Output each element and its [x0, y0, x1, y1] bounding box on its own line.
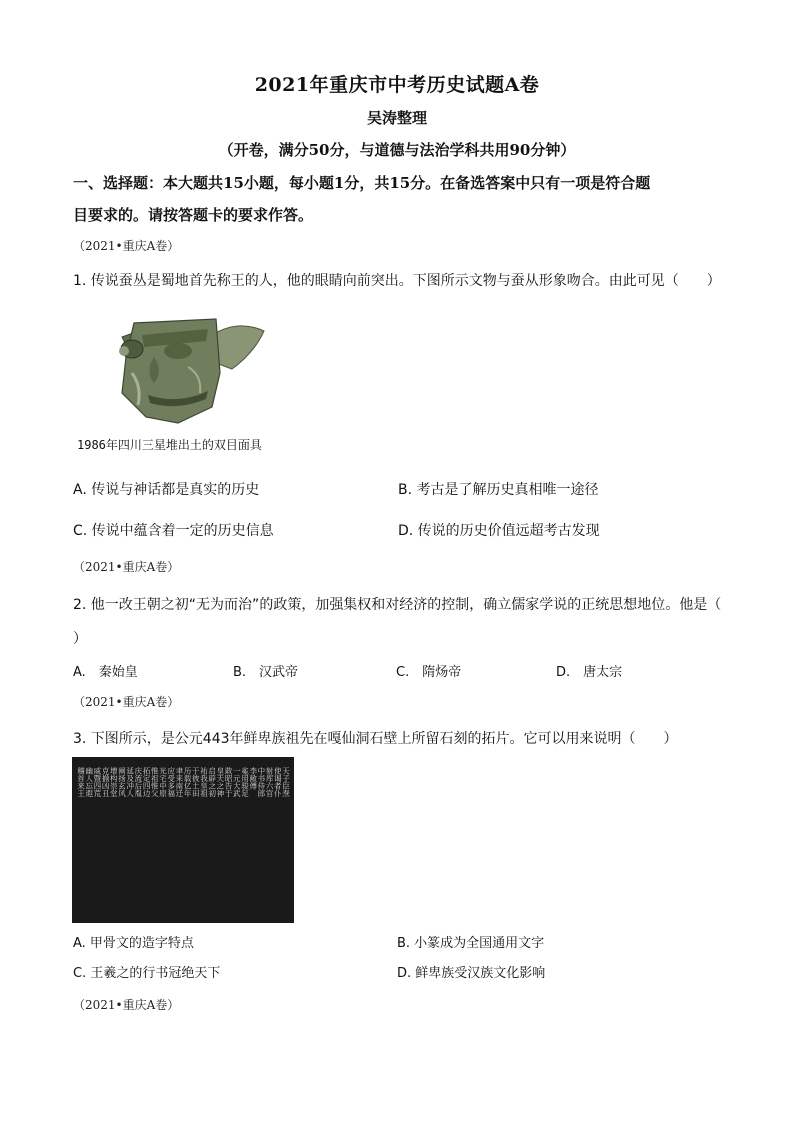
rubbing-column-6: 㝹用骏足: [240, 767, 250, 797]
question-1-option-a[interactable]: A. 传说与神话都是真实的历史: [73, 482, 260, 498]
rubbing-column-12: 于彼土田: [191, 767, 201, 797]
rubbing-column-21: 阐扬玄风: [117, 767, 127, 797]
question-1-option-c[interactable]: C. 传说中蕴含着一定的历史信息: [73, 523, 274, 539]
rubbing-column-22: 增构崇堂: [109, 767, 119, 797]
organizer-name: 吴涛整理: [366, 109, 427, 127]
rubbing-column-5: 李敞傅: [248, 767, 258, 790]
rubbing-column-15: 应受多福: [166, 767, 176, 797]
question-1-stem: 1. 传说蚕丛是蜀地首先称王的人，他的眼睛向前突出。下图所示文物与蚕从形象吻合。由此可见（ ）: [73, 273, 721, 289]
section-heading-line2: 目要求的。请按答题卡的要求作答。: [73, 206, 314, 224]
rubbing-column-11: 祐我皇祖: [199, 767, 209, 797]
rubbing-column-26: 稽首来王: [76, 767, 86, 797]
rubbing-column-16: 光宅中原: [158, 767, 168, 797]
question-1-source: （2021•重庆A卷）: [73, 239, 180, 253]
rubbing-column-7: 一元大武: [232, 767, 242, 797]
rubbing-column-10: 启辟之初: [207, 767, 217, 797]
question-2-option-b[interactable]: B. 汉武帝: [233, 665, 299, 680]
rubbing-column-3: 射库六官: [265, 767, 275, 797]
rubbing-column-8: 敢昭告于: [224, 767, 234, 797]
question-3-stem: 3. 下图所示，是公元443年鲜卑族祖先在嘎仙洞石壁上所留石刻的拓片。它可以用来说明（ ）: [73, 731, 678, 747]
rubbing-column-20: 延及冲人: [125, 767, 135, 797]
rubbing-column-9: 皇天之神: [215, 767, 225, 797]
rubbing-column-19: 庆流后胤: [133, 767, 143, 797]
question-1-option-b[interactable]: B. 考古是了解历史真相唯一途径: [398, 482, 599, 498]
question-2-option-c[interactable]: C. 隋炀帝: [396, 665, 462, 680]
question-3-option-d[interactable]: D. 鲜卑族受汉族文化影响: [397, 966, 546, 981]
section-heading-line1: 一、选择题：本大题共15小题，每小题1分，共15分。在备选答案中只有一项是符合题: [73, 174, 651, 192]
rubbing-column-18: 拓定四边: [142, 767, 152, 797]
question-2-option-d[interactable]: D. 唐太宗: [556, 665, 623, 680]
page-title: 2021年重庆市中考历史试题A卷: [254, 74, 540, 96]
question-2-stem-line1: 2. 他一改王朝之初“无为而治”的政策，加强集权和对经济的控制，确立儒家学说的正统思想地位。他是（: [73, 597, 722, 613]
bronze-mask-image: [108, 313, 268, 425]
question-3-source: （2021•重庆A卷）: [73, 695, 180, 709]
trailing-source: （2021•重庆A卷）: [73, 998, 180, 1012]
question-3-option-b[interactable]: B. 小篆成为全国通用文字: [397, 936, 545, 951]
question-3-option-c[interactable]: C. 王羲之的行书冠绝天下: [73, 966, 221, 981]
rubbing-column-4: 中书侍郎: [256, 767, 266, 797]
rubbing-column-23: 克揃凶丑: [101, 767, 111, 797]
rubbing-column-14: 聿来南迁: [174, 767, 184, 797]
rubbing-column-25: 幽人忘遐: [84, 767, 94, 797]
mask-caption: 1986年四川三星堆出土的双目面具: [77, 438, 262, 452]
question-2-source: （2021•重庆A卷）: [73, 560, 180, 574]
exam-note: （开卷，满分50分，与道德与法治学科共用90分钟）: [218, 141, 576, 159]
rubbing-column-1: 天子臣焘: [281, 767, 291, 797]
rubbing-column-24: 威暨四荒: [92, 767, 102, 797]
question-2-option-a[interactable]: A. 秦始皇: [73, 665, 138, 680]
question-3-option-a[interactable]: A. 甲骨文的造字特点: [73, 936, 194, 951]
question-2-stem-line2: ）: [73, 631, 87, 647]
rubbing-column-2: 使谒者仆: [273, 767, 283, 797]
stone-inscription-rubbing: [72, 757, 294, 923]
rubbing-column-13: 历载亿年: [183, 767, 193, 797]
rubbing-column-17: 惟祖惟父: [150, 767, 160, 797]
question-1-option-d[interactable]: D. 传说的历史价值远超考古发现: [398, 523, 600, 539]
